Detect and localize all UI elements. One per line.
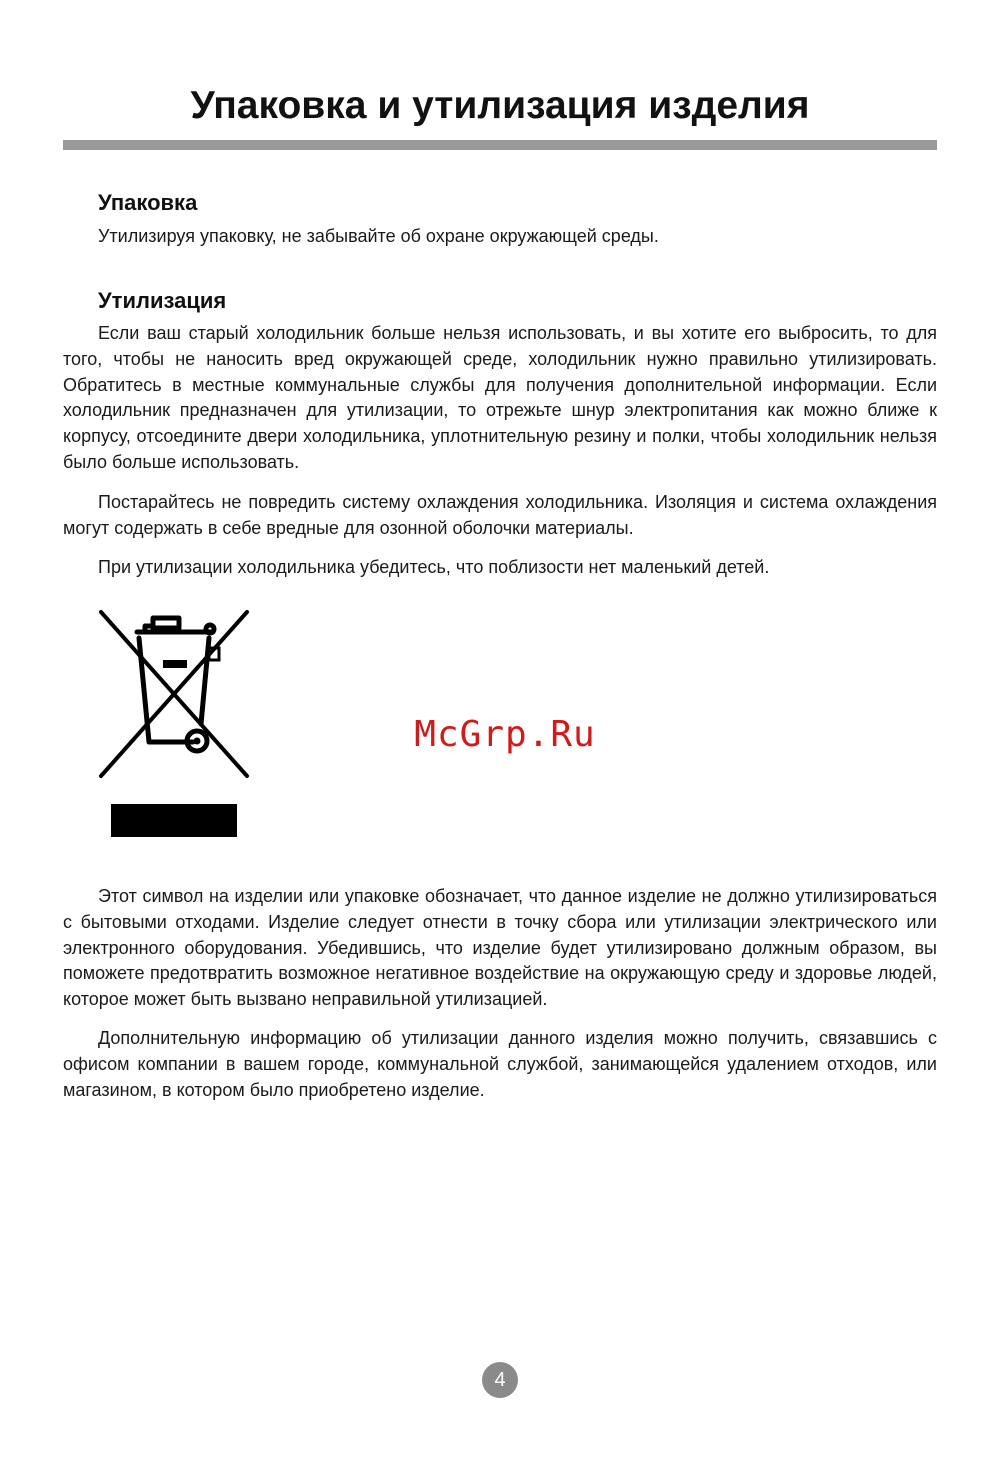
disposal-heading: Утилизация <box>98 288 227 313</box>
symbol-paragraph-2: Дополнительную информацию об утилизации данного изделия можно получить, связавшись с офисом компании в вашем городе, коммунальной службой, занимающейся удалением отходов, или магазином, в котором было приобретено изделие. <box>63 1028 937 1100</box>
watermark: McGrp.Ru <box>414 714 596 755</box>
title-divider <box>63 140 937 150</box>
disposal-paragraph-1: Если ваш старый холодильник больше нельзя использовать, и вы хотите его выбросить, то для того, чтобы не наносить вред окружающей среде, холодильник нужно правильно утилизировать. Обратитесь в местные коммунальные службы для получения дополнительной информации. Если холодильник предназначен для утилизации, то отрежьте шнур электропитания как можно ближе к корпусу, отсоедините двери холодильника, уплотнительную резину и полки, чтобы холодильник нельзя было больше использовать. <box>63 323 937 472</box>
page-title: Упаковка и утилизация изделия <box>190 84 810 127</box>
packaging-heading: Упаковка <box>98 190 198 215</box>
disposal-paragraph-3: При утилизации холодильника убедитесь, что поблизости нет маленький детей. <box>98 557 770 577</box>
page-number-badge: 4 <box>482 1362 518 1398</box>
crossed-out-wheelie-bin-icon <box>97 606 251 780</box>
disposal-paragraph-2: Постарайтесь не повредить систему охлаждения холодильника. Изоляция и система охлаждения могут содержать в себе вредные для озонной оболочки материалы. <box>63 492 937 538</box>
symbol-black-bar <box>111 804 237 837</box>
packaging-text: Утилизируя упаковку, не забывайте об охране окружающей среды. <box>98 226 659 246</box>
symbol-paragraph-1: Этот символ на изделии или упаковке обозначает, что данное изделие не должно утилизироваться с бытовыми отходами. Изделие следует отнести в точку сбора или утилизации электрического или электронного оборудования. Убедившись, что изделие будет утилизировано должным образом, вы поможете предотвратить возможное негативное воздействие на окружающую среду и здоровье людей, которое может быть вызвано неправильной утилизацией. <box>63 886 937 1010</box>
